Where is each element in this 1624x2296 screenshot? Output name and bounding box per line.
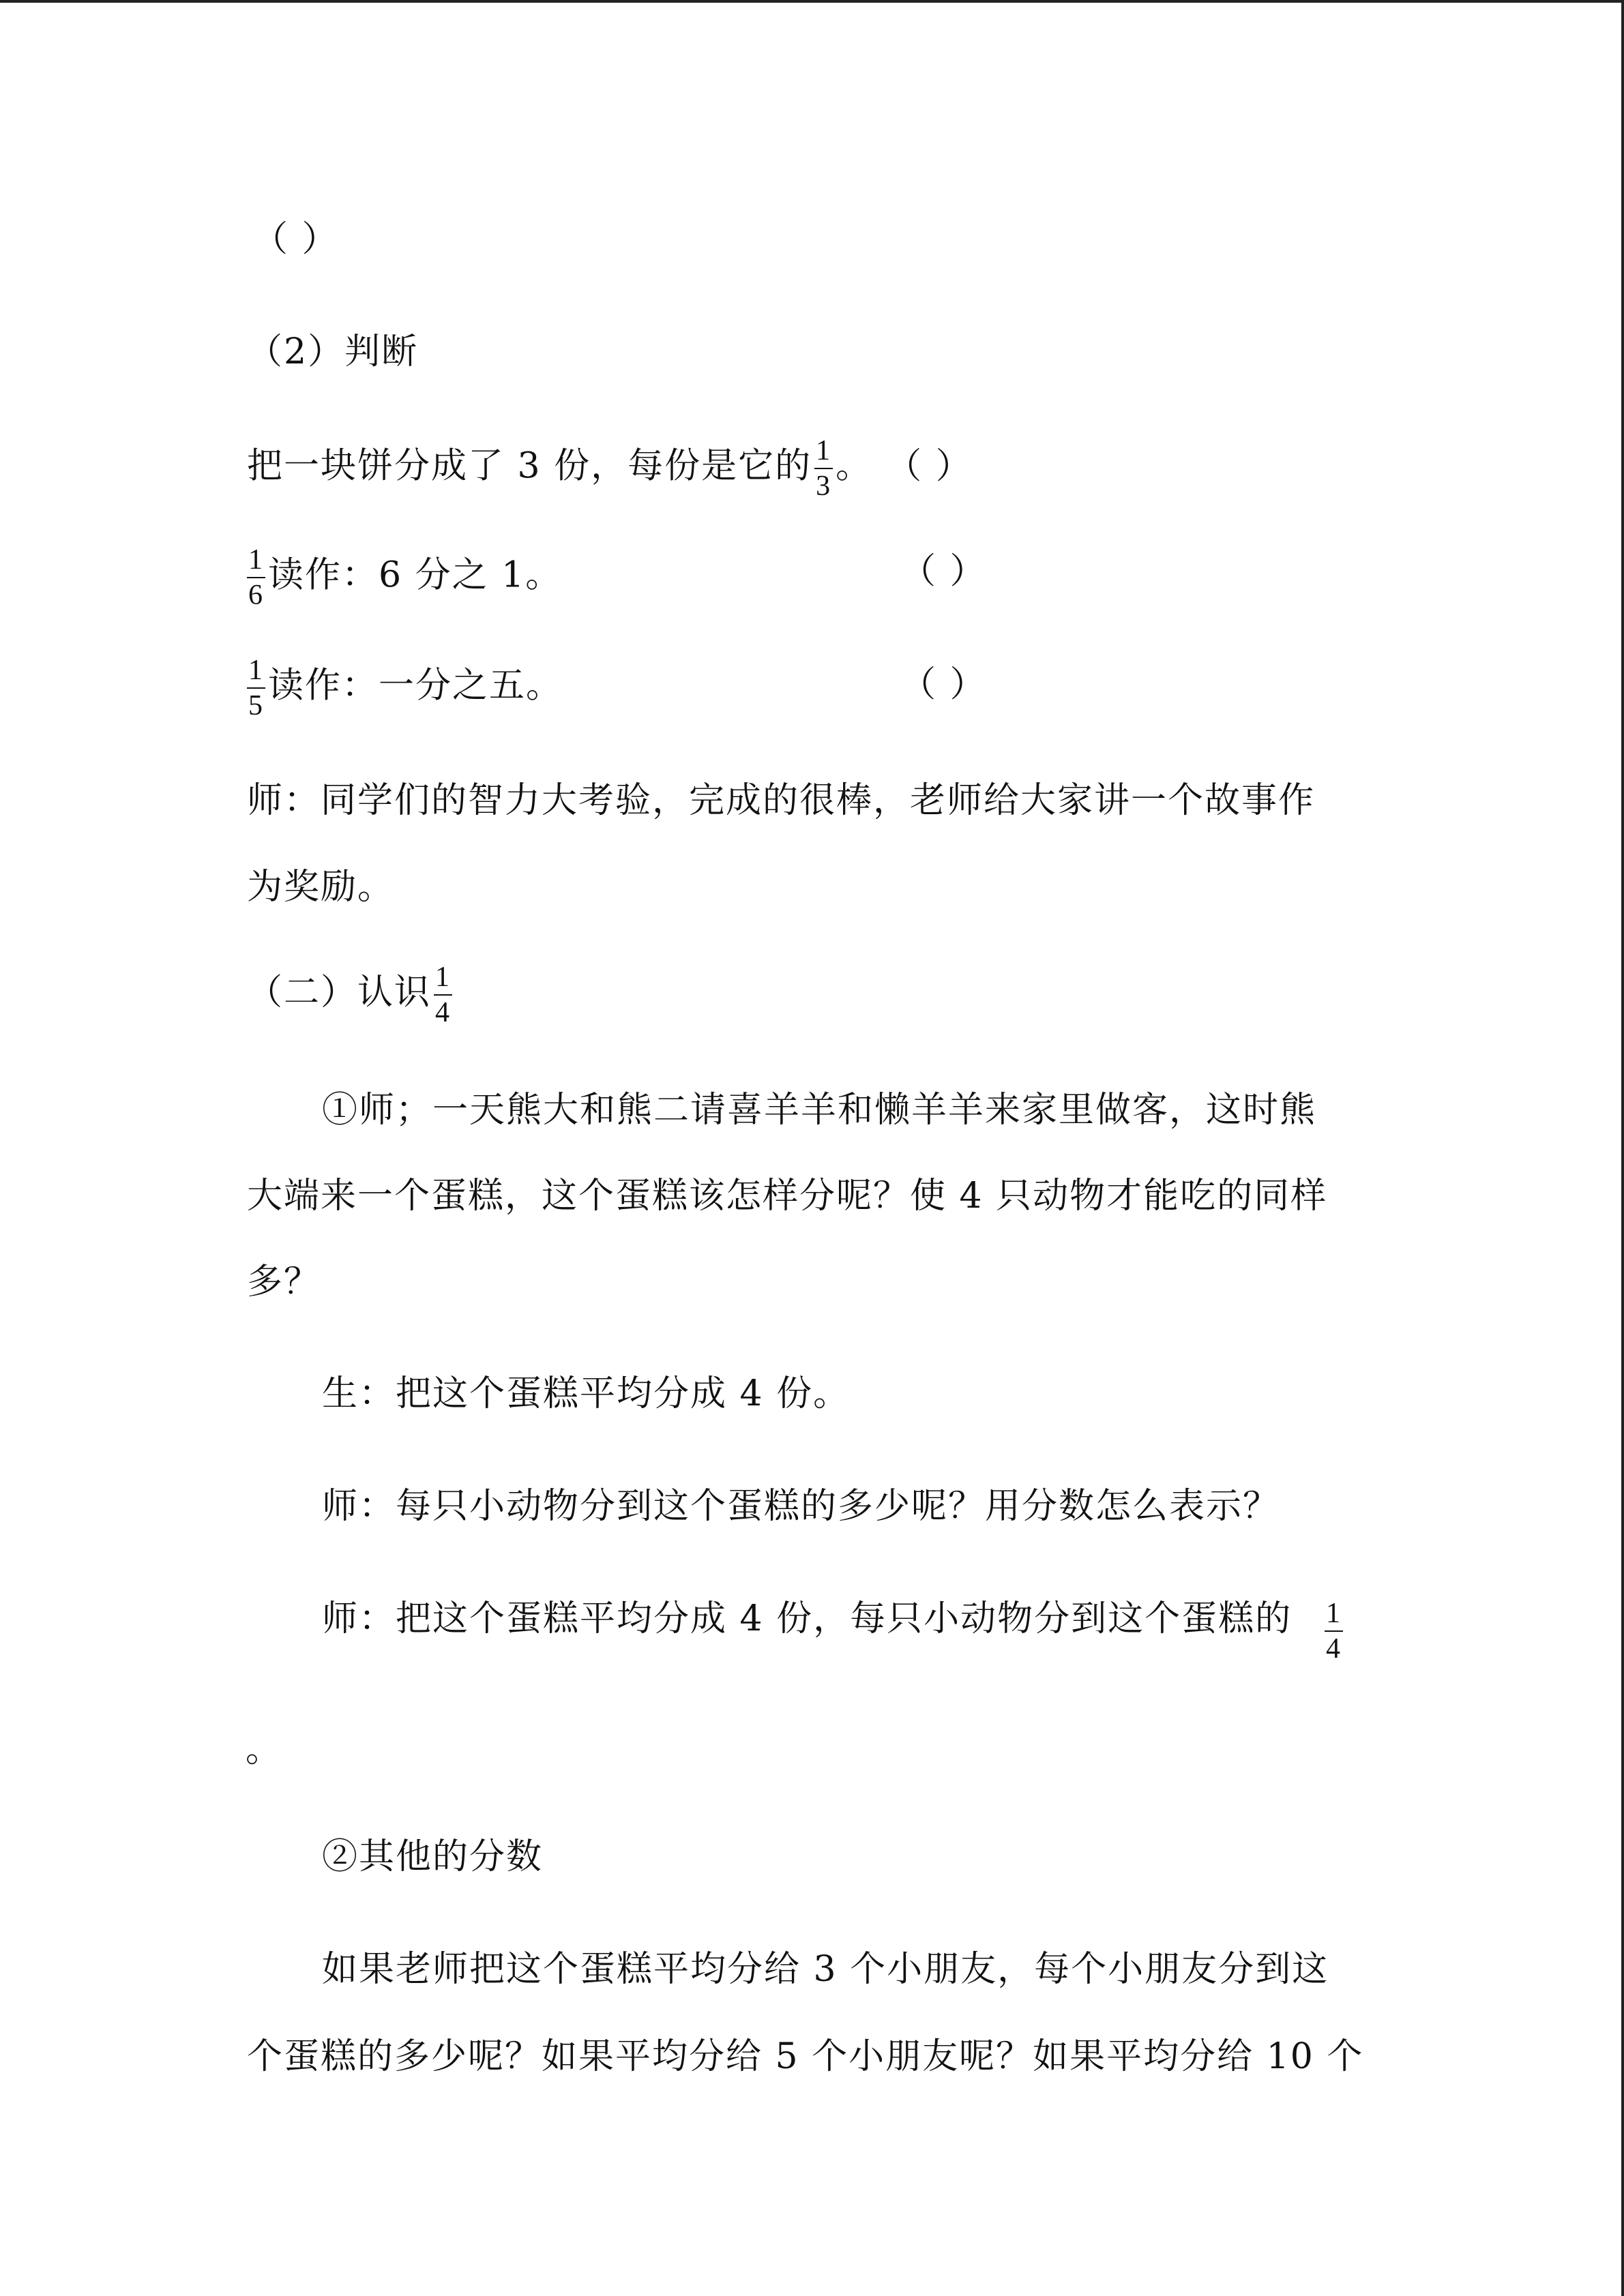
fraction-numerator: 1 <box>248 544 264 576</box>
teacher-answer-period: 。 <box>246 1729 283 1770</box>
teacher-praise-line-1: 师：同学们的智力大考验，完成的很棒，老师给大家讲一个故事作 <box>247 780 1316 821</box>
section-judge-heading: （2）判断 <box>247 331 419 372</box>
story-line-3: 多？ <box>247 1262 321 1302</box>
q1-answer-paren: （ ） <box>886 445 973 487</box>
student-answer: 生：把这个蛋糕平均分成 4 份。 <box>322 1373 851 1414</box>
fraction-one-third <box>814 436 833 501</box>
other-fractions-heading: ②其他的分数 <box>322 1836 544 1877</box>
story-line-2: 大端来一个蛋糕，这个蛋糕该怎样分呢？使 4 只动物才能吃的同样 <box>247 1176 1328 1217</box>
teacher-answer <box>322 1598 1293 1639</box>
top-answer-paren: （ ） <box>252 219 339 260</box>
fraction-denominator: 3 <box>816 471 832 502</box>
fraction-bar <box>247 577 265 578</box>
teacher-praise-line-2: 为奖励。 <box>247 867 395 908</box>
story-line-1: ①师；一天熊大和熊二请喜羊羊和懒羊羊来家里做客，这时熊 <box>322 1090 1317 1131</box>
teacher-question: 师：每只小动物分到这个蛋糕的多少呢？用分数怎么表示？ <box>322 1486 1280 1527</box>
q1-suffix: 。 <box>836 445 873 487</box>
fraction-denominator: 4 <box>435 997 452 1028</box>
fraction-one-quarter-raised <box>1325 1599 1343 1663</box>
q2-answer-paren: （ ） <box>900 551 987 592</box>
judge-question-1 <box>247 436 973 501</box>
fraction-one-quarter <box>434 963 452 1027</box>
fraction-one-sixth <box>247 546 265 610</box>
fraction-denominator: 4 <box>1326 1633 1342 1665</box>
q3-text: 读作：一分之五。 <box>268 665 563 706</box>
section-two-heading <box>247 963 455 1027</box>
q1-text: 把一块饼分成了 3 份，每份是它的 <box>247 445 812 487</box>
teacher-answer-fraction-wrap <box>1322 1599 1346 1663</box>
fraction-denominator: 6 <box>248 580 264 611</box>
last-paragraph-line-1: 如果老师把这个蛋糕平均分给 3 个小朋友，每个小朋友分到这 <box>322 1949 1329 1990</box>
fraction-numerator: 1 <box>1326 1598 1342 1629</box>
fraction-numerator: 1 <box>248 655 264 686</box>
last-paragraph-line-2: 个蛋糕的多少呢？如果平均分给 5 个小朋友呢？如果平均分给 10 个 <box>247 2036 1364 2077</box>
fraction-bar <box>247 687 265 689</box>
fraction-denominator: 5 <box>248 690 264 721</box>
fraction-bar <box>1325 1630 1343 1632</box>
fraction-bar <box>434 994 452 996</box>
section-two-text: （二）认识 <box>247 972 432 1013</box>
teacher-answer-text: 师：把这个蛋糕平均分成 4 份，每只小动物分到这个蛋糕的 <box>322 1598 1293 1639</box>
fraction-numerator: 1 <box>816 435 832 466</box>
fraction-numerator: 1 <box>435 961 452 993</box>
fraction-one-fifth <box>247 656 265 720</box>
fraction-bar <box>814 468 833 469</box>
judge-question-3 <box>247 656 563 720</box>
q2-text: 读作：6 分之 1。 <box>268 554 563 596</box>
q3-answer-paren: （ ） <box>900 664 987 705</box>
judge-question-2 <box>247 546 562 610</box>
